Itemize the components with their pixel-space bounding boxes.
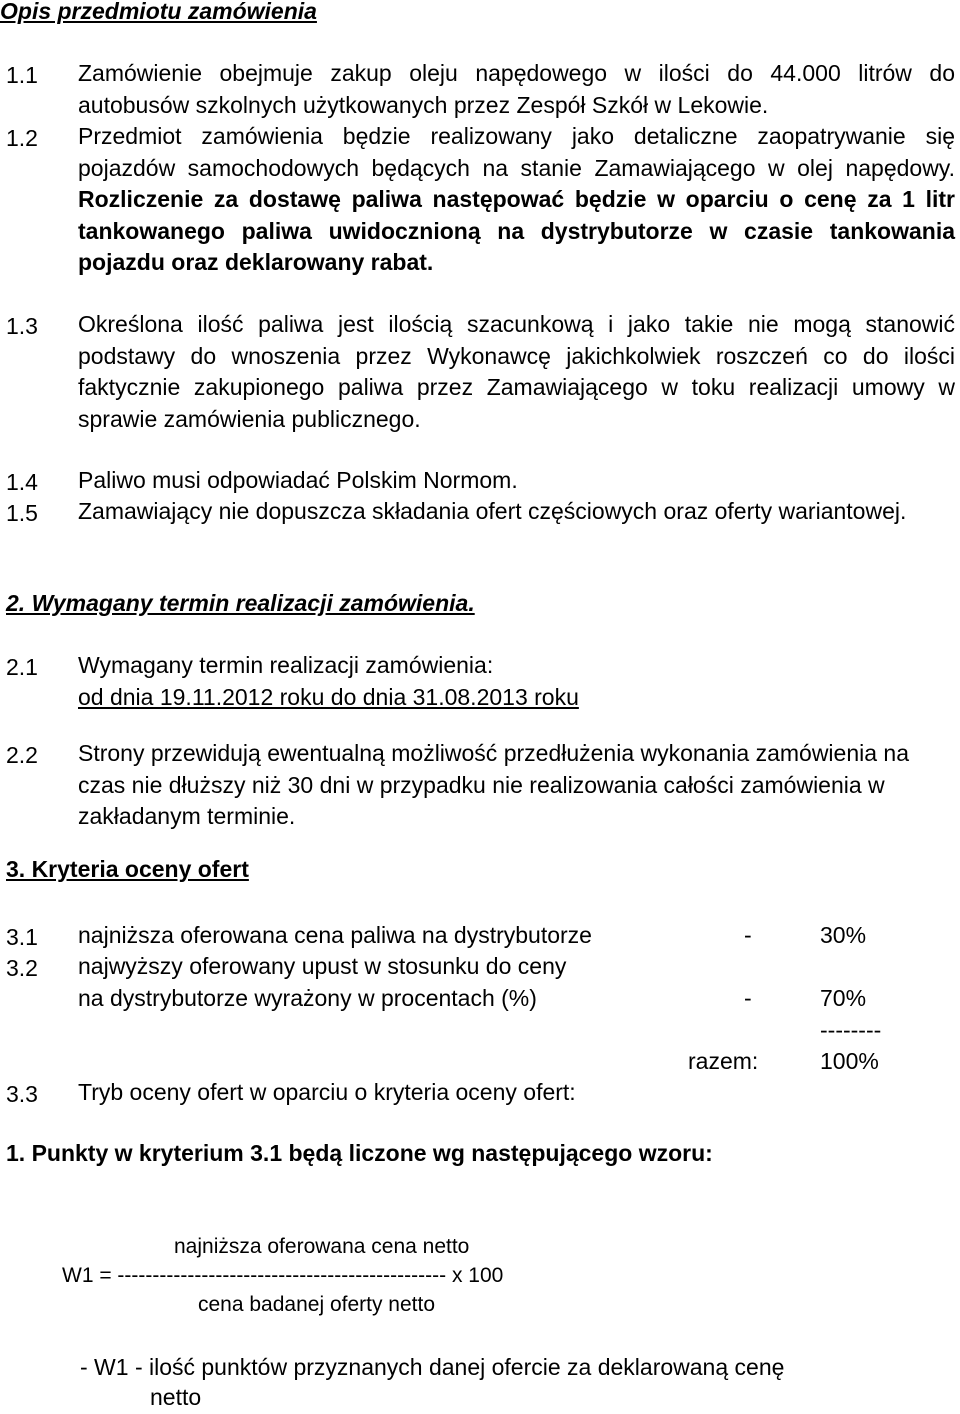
points-heading: 1. Punkty w kryterium 3.1 będą liczone wg następującego wzoru: bbox=[6, 1140, 713, 1166]
criterion-weight: 30% bbox=[820, 922, 867, 948]
sum-separator: -------- bbox=[820, 1017, 882, 1043]
criterion-text: najniższa oferowana cena paliwa na dystrybutorze bbox=[78, 922, 592, 948]
item-number: 2.2 bbox=[6, 742, 38, 768]
criterion-text: na dystrybutorze wyrażony w procentach (%) bbox=[78, 985, 537, 1011]
item-text: Strony przewidują ewentualną możliwość przedłużenia wykonania zamówienia na czas nie dłuższy niż 30 dni w przypadku nie realizowania całości zamówienia w zakładanym terminie. bbox=[78, 740, 909, 829]
item-number: 1.4 bbox=[6, 469, 38, 495]
criterion-number: 3.1 bbox=[6, 924, 38, 950]
criterion-text: najwyższy oferowany upust w stosunku do ceny bbox=[78, 953, 567, 979]
item-number: 1.3 bbox=[6, 313, 38, 339]
formula-denominator: cena badanej oferty netto bbox=[198, 1293, 436, 1316]
formula-note: - W1 - ilość punktów przyznanych danej ofercie za deklarowaną cenę bbox=[80, 1354, 785, 1380]
criterion-number: 3.2 bbox=[6, 955, 38, 981]
total-weight: 100% bbox=[820, 1048, 879, 1074]
item-text-bold: Rozliczenie za dostawę paliwa następować będzie w oparciu o cenę za 1 litr tankowanego paliwa uwidocznioną na dystrybutorze w czasie tankowania pojazdu oraz deklarowany rabat. bbox=[78, 186, 955, 275]
item-number: 1.1 bbox=[6, 62, 38, 88]
page-title: Opis przedmiotu zamówienia bbox=[0, 0, 317, 24]
item-number: 1.2 bbox=[6, 125, 38, 151]
item-number: 2.1 bbox=[6, 654, 38, 680]
criterion-text: Tryb oceny ofert w oparciu o kryteria oceny ofert: bbox=[78, 1079, 576, 1105]
formula-numerator: najniższa oferowana cena netto bbox=[174, 1235, 470, 1258]
date-range: od dnia 19.11.2012 roku do dnia 31.08.2013 roku bbox=[78, 684, 579, 710]
criterion-dash: - bbox=[744, 922, 752, 948]
total-label: razem: bbox=[688, 1048, 759, 1074]
item-text: Wymagany termin realizacji zamówienia: bbox=[78, 652, 494, 678]
criterion-dash: - bbox=[744, 985, 752, 1011]
formula-line: W1 = ----------------------------------------------- x 100 bbox=[62, 1264, 504, 1287]
item-text: Określona ilość paliwa jest ilością szacunkową i jako takie nie mogą stanowić podstawy do wnoszenia przez Wykonawcę jakichkolwiek roszczeń co do ilości faktycznie zakupionego paliwa przez Zamawiającego w toku realizacji umowy w sprawie zamówienia publicznego. bbox=[78, 311, 955, 432]
item-number: 1.5 bbox=[6, 500, 38, 526]
section-heading: 2. Wymagany termin realizacji zamówienia. bbox=[6, 590, 475, 616]
item-text: Zamówienie obejmuje zakup oleju napędowego w ilości do 44.000 litrów do autobusów szkolnych użytkowanych przez Zespół Szkół w Lekowie. bbox=[78, 60, 955, 118]
item-text-block bbox=[78, 121, 955, 279]
criterion-weight: 70% bbox=[820, 985, 867, 1011]
formula-note-cont: netto bbox=[150, 1384, 202, 1410]
item-text: Zamawiający nie dopuszcza składania ofert częściowych oraz oferty wariantowej. bbox=[78, 498, 907, 524]
section-heading: 3. Kryteria oceny ofert bbox=[6, 856, 249, 882]
item-text: Paliwo musi odpowiadać Polskim Normom. bbox=[78, 467, 518, 493]
item-text: Przedmiot zamówienia będzie realizowany jako detaliczne zaopatrywanie się pojazdów samochodowych będących na stanie Zamawiającego w olej napędowy. bbox=[78, 123, 955, 181]
criterion-number: 3.3 bbox=[6, 1081, 38, 1107]
